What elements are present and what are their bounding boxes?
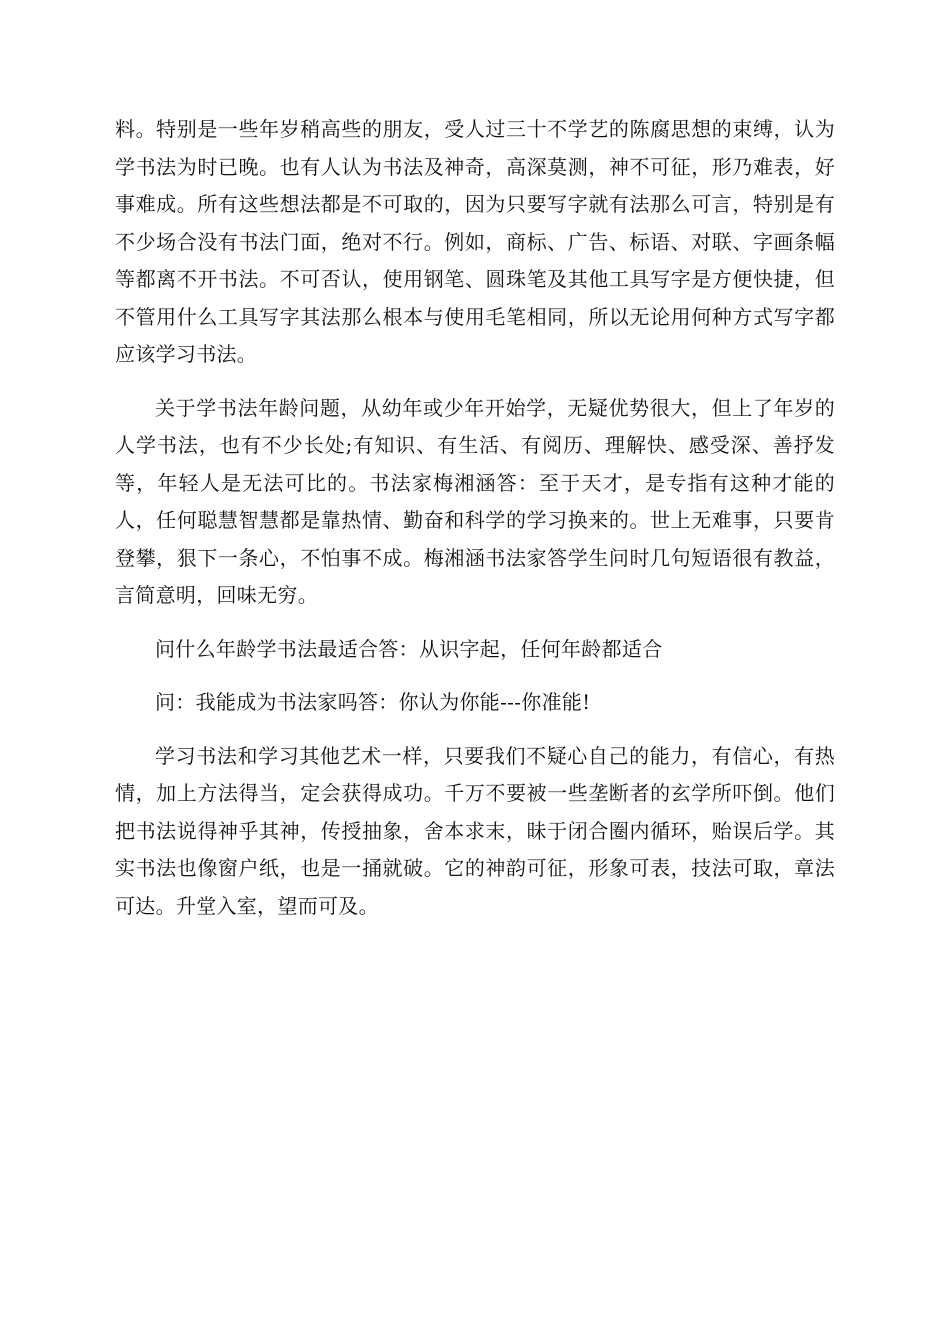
paragraph-4: 问：我能成为书法家吗答：你认为你能---你准能! bbox=[155, 690, 591, 714]
paragraph-1: 料。特别是一些年岁稍高些的朋友，受人过三十不学艺的陈腐思想的束缚，认为学书法为时已晚。也有人认为书法及神奇，高深莫测，神不可征，形乃难表，好事难成。所有这些想法都是不可取的，因为只要写字就有法那么可言，特别是有不少场合没有书法门面，绝对不行。例如，商标、广告、标语、对联、字画条幅等都离不开书法。不可否认，使用钢笔、圆珠笔及其他工具写字是方便快捷，但不管用什么工具写字其法那么根本与使用毛笔相同，所以无论用何种方式写字都应该学习书法。 bbox=[115, 117, 835, 366]
document-page bbox=[115, 111, 835, 941]
paragraph-2: 关于学书法年龄问题，从幼年或少年开始学，无疑优势很大，但上了年岁的人学书法，也有不少长处;有知识、有生活、有阅历、理解快、感受深、善抒发等，年轻人是无法可比的。书法家梅湘涵答：至于天才，是专指有这种才能的人，任何聪慧智慧都是靠热情、勤奋和科学的学习换来的。世上无难事，只要肯登攀，狠下一条心，不怕事不成。梅湘涵书法家答学生问时几句短语很有教益，言简意明，回味无穷。 bbox=[115, 395, 835, 607]
paragraph-3: 问什么年龄学书法最适合答：从识字起，任何年龄都适合 bbox=[155, 636, 663, 661]
paragraph-5: 学习书法和学习其他艺术一样，只要我们不疑心自己的能力，有信心，有热情，加上方法得当，定会获得成功。千万不要被一些垄断者的玄学所吓倒。他们把书法说得神乎其神，传授抽象，舍本求末，昧于闭合圈内循环，贻误后学。其实书法也像窗户纸，也是一捅就破。它的神韵可征，形象可表，技法可取，章法可达。升堂入室，望而可及。 bbox=[115, 743, 835, 918]
